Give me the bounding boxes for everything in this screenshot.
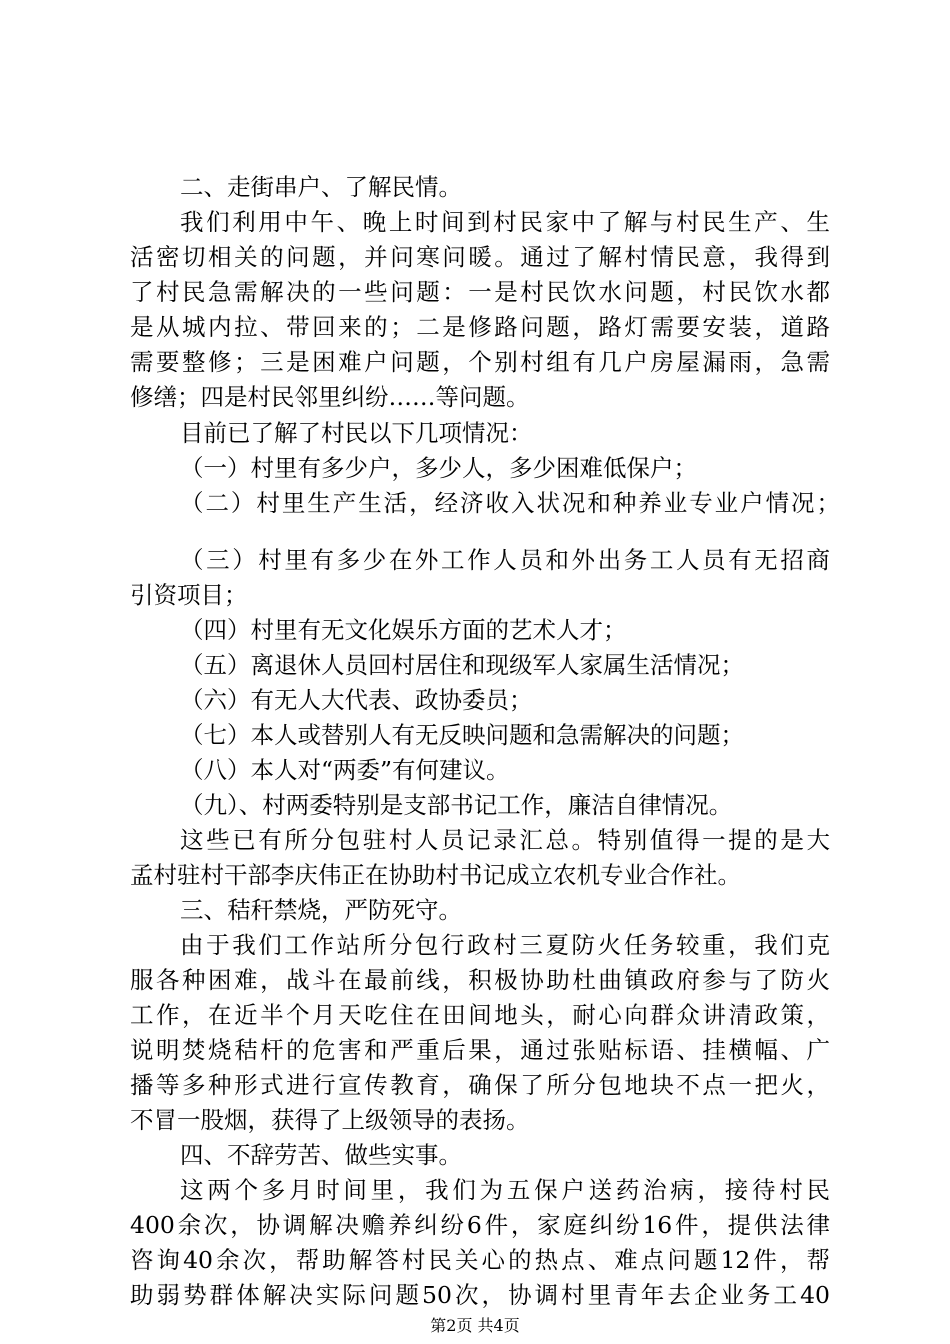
page-footer: 第2页 共4页 bbox=[430, 1316, 520, 1335]
paragraph-line: 服各种困难，战斗在最前线，积极协助杜曲镇政府参与了防火 bbox=[130, 966, 830, 994]
paragraph-line: 播等多种形式进行宣传教育，确保了所分包地块不点一把火， bbox=[130, 1071, 830, 1099]
paragraph-line: 孟村驻村干部李庆伟正在协助村书记成立农机专业合作社。 bbox=[130, 861, 741, 889]
paragraph-line: 需要整修；三是困难户问题，个别村组有几户房屋漏雨，急需 bbox=[130, 348, 830, 376]
paragraph-line: 说明焚烧秸杆的危害和严重后果，通过张贴标语、挂横幅、广 bbox=[130, 1036, 830, 1064]
list-item: （七）本人或替别人有无反映问题和急需解决的问题； bbox=[180, 721, 744, 749]
paragraph-line: 工作，在近半个月天吃住在田间地头，耐心向群众讲清政策， bbox=[130, 1001, 830, 1029]
paragraph-line: 活密切相关的问题，并问寒问暖。通过了解村情民意，我得到 bbox=[130, 243, 830, 271]
list-item: （八）本人对“两委”有何建议。 bbox=[180, 756, 510, 784]
paragraph-line: 不冒一股烟，获得了上级领导的表扬。 bbox=[130, 1106, 530, 1134]
paragraph-line: 咨询40余次，帮助解答村民关心的热点、难点问题12件，帮 bbox=[130, 1246, 830, 1274]
list-item: （五）离退休人员回村居住和现级军人家属生活情况； bbox=[180, 651, 744, 679]
paragraph-line: 修缮；四是村民邻里纠纷……等问题。 bbox=[130, 383, 530, 411]
paragraph-line: 这些已有所分包驻村人员记录汇总。特别值得一提的是大 bbox=[180, 826, 830, 854]
list-item: （三）村里有多少在外工作人员和外出务工人员有无招商 bbox=[180, 546, 830, 574]
paragraph-line: 是从城内拉、带回来的；二是修路问题，路灯需要安装，道路 bbox=[130, 313, 830, 341]
paragraph-line: 400余次，协调解决赡养纠纷6件，家庭纠纷16件，提供法律 bbox=[130, 1211, 830, 1239]
list-item: （九）、村两委特别是支部书记工作，廉洁自律情况。 bbox=[180, 791, 733, 819]
list-item: （六）有无人大代表、政协委员； bbox=[180, 686, 533, 714]
list-item: （二）村里生产生活，经济收入状况和种养业专业户情况； bbox=[180, 489, 840, 517]
list-item: （四）村里有无文化娱乐方面的艺术人才； bbox=[180, 616, 627, 644]
section-heading-4: 四、不辞劳苦、做些实事。 bbox=[180, 1141, 462, 1169]
paragraph-line: 我们利用中午、晚上时间到村民家中了解与村民生产、生 bbox=[180, 208, 830, 236]
list-item: （一）村里有多少户，多少人，多少困难低保户； bbox=[180, 454, 697, 482]
paragraph-line: 了村民急需解决的一些问题：一是村民饮水问题，村民饮水都 bbox=[130, 278, 830, 306]
paragraph-line: 由于我们工作站所分包行政村三夏防火任务较重，我们克 bbox=[180, 931, 830, 959]
paragraph-line: 助弱势群体解决实际问题50次，协调村里青年去企业务工40 bbox=[130, 1281, 830, 1309]
paragraph-line: 这两个多月时间里，我们为五保户送药治病，接待村民 bbox=[180, 1176, 830, 1204]
section-heading-3: 三、秸秆禁烧，严防死守。 bbox=[180, 896, 462, 924]
paragraph-line: 目前已了解了村民以下几项情况： bbox=[180, 419, 533, 447]
section-heading-2: 二、走街串户、了解民情。 bbox=[180, 173, 462, 201]
list-item-continued: 引资项目； bbox=[130, 581, 248, 609]
